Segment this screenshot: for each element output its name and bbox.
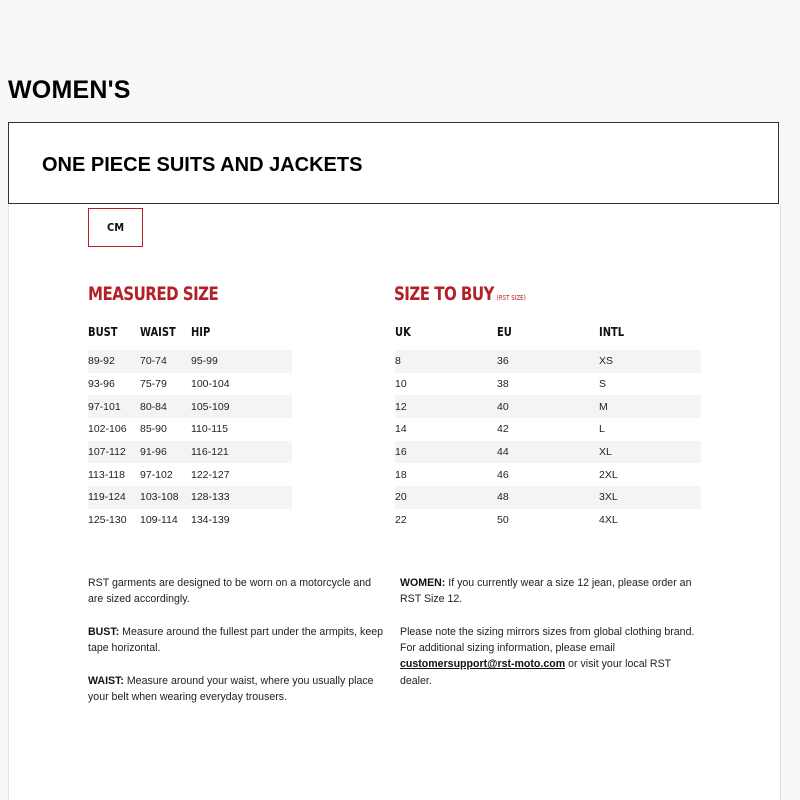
cell-uk: 22: [395, 514, 407, 527]
column-header-waist: WAIST: [140, 325, 176, 339]
cell-intl: 2XL: [599, 468, 618, 481]
women-note-label: WOMEN:: [400, 577, 446, 589]
bust-note-label: BUST:: [88, 625, 120, 638]
cell-intl: L: [599, 423, 605, 436]
accordion-one-piece-suits[interactable]: [8, 122, 779, 204]
cell-intl: 3XL: [599, 486, 701, 509]
measured-size-heading: MEASURED SIZE: [88, 283, 219, 305]
cell-gap: [292, 441, 395, 464]
cell-waist: 70-74: [140, 350, 191, 373]
cell-eu: 40: [497, 395, 599, 418]
table-row: [88, 486, 701, 509]
table-row: [88, 395, 701, 418]
cell-hip: 105-109: [191, 395, 292, 418]
cell-hip: 116-121: [191, 441, 292, 464]
cell-waist: 75-79: [140, 378, 167, 391]
cell-waist: 85-90: [140, 423, 167, 436]
cell-hip: 100-104: [191, 378, 230, 391]
cell-hip: 134-139: [191, 514, 230, 527]
cell-hip: 95-99: [191, 350, 292, 373]
column-header-intl: INTL: [599, 325, 625, 339]
unit-tab-cm[interactable]: CM: [88, 208, 143, 247]
cell-hip: 122-127: [191, 468, 230, 481]
cell-bust: 119-124: [88, 486, 140, 509]
intro-note: RST garments are designed to be worn on a motorcycle and are sized accordingly.: [88, 577, 372, 606]
cell-eu: 38: [497, 378, 509, 391]
cell-waist: 103-108: [140, 486, 191, 509]
bust-note-text: Measure around the fullest part under the armpits, keep tape horizontal.: [88, 625, 384, 655]
cell-uk: 10: [395, 378, 407, 391]
cell-gap: [292, 509, 395, 532]
table-row: [88, 463, 701, 486]
cell-eu: 36: [497, 350, 599, 373]
size-table: [88, 350, 701, 532]
cell-uk: 12: [395, 395, 497, 418]
cell-bust: 89-92: [88, 350, 140, 373]
notes-left: [88, 575, 388, 722]
notes-right: [400, 575, 700, 705]
column-header-hip: HIP: [191, 325, 211, 339]
cell-eu: 42: [497, 423, 509, 436]
cell-uk: 20: [395, 486, 497, 509]
waist-note: [88, 673, 388, 706]
cell-waist: 91-96: [140, 441, 191, 464]
cell-bust: 93-96: [88, 378, 115, 391]
cell-uk: 16: [395, 441, 497, 464]
cell-intl: XL: [599, 441, 701, 464]
size-to-buy-title: SIZE TO BUY: [394, 283, 494, 305]
women-note-text: If you currently wear a size 12 jean, please order an RST Size 12.: [400, 577, 692, 606]
cell-intl: S: [599, 378, 607, 391]
accordion-title: ONE PIECE SUITS AND JACKETS: [42, 154, 363, 176]
cell-eu: 46: [497, 468, 509, 481]
cell-eu: 44: [497, 441, 599, 464]
cell-gap: [292, 463, 395, 486]
cell-waist: 97-102: [140, 468, 173, 481]
page-title: WOMEN'S: [8, 76, 131, 104]
table-row: [88, 441, 701, 464]
cell-gap: [292, 486, 395, 509]
women-note: [400, 575, 700, 608]
cell-bust: 125-130: [88, 514, 127, 527]
cell-bust: 113-118: [88, 468, 125, 481]
cell-intl: 4XL: [599, 514, 618, 527]
rst-size-note: (RST SIZE): [496, 294, 526, 302]
size-to-buy-heading: [394, 283, 526, 305]
cell-uk: 14: [395, 423, 407, 436]
cell-gap: [292, 373, 395, 396]
cell-gap: [292, 350, 395, 373]
waist-note-label: WAIST:: [88, 674, 124, 687]
cell-bust: 107-112: [88, 441, 140, 464]
cell-hip: 110-115: [191, 423, 228, 436]
cell-uk: 18: [395, 468, 407, 481]
cell-bust: 102-106: [88, 423, 127, 436]
table-row: [88, 418, 701, 441]
sizing-info-tail: or visit your local RST dealer.: [400, 658, 671, 687]
table-row: [88, 373, 701, 396]
column-header-eu: EU: [497, 325, 512, 339]
waist-note-text: Measure around your waist, where you usually place your belt when wearing everyday trousers.: [88, 674, 374, 704]
sizing-info-text: Please note the sizing mirrors sizes from global clothing brand. For additional sizing information, please email: [400, 625, 695, 655]
cell-waist: 109-114: [140, 514, 178, 527]
cell-eu: 50: [497, 514, 509, 527]
column-header-bust: BUST: [88, 325, 118, 339]
support-email-link[interactable]: customersupport@rst-moto.com: [400, 658, 566, 671]
cell-eu: 48: [497, 486, 599, 509]
cell-gap: [292, 395, 395, 418]
cell-hip: 128-133: [191, 486, 292, 509]
cell-intl: M: [599, 395, 701, 418]
cell-uk: 8: [395, 350, 497, 373]
bust-note: [88, 624, 388, 657]
cell-gap: [292, 418, 395, 441]
cell-bust: 97-101: [88, 395, 140, 418]
column-header-uk: UK: [395, 325, 411, 339]
cell-waist: 80-84: [140, 395, 191, 418]
table-row: [88, 509, 701, 532]
table-row: [88, 350, 701, 373]
cell-intl: XS: [599, 350, 701, 373]
sizing-info-note: [400, 624, 700, 689]
